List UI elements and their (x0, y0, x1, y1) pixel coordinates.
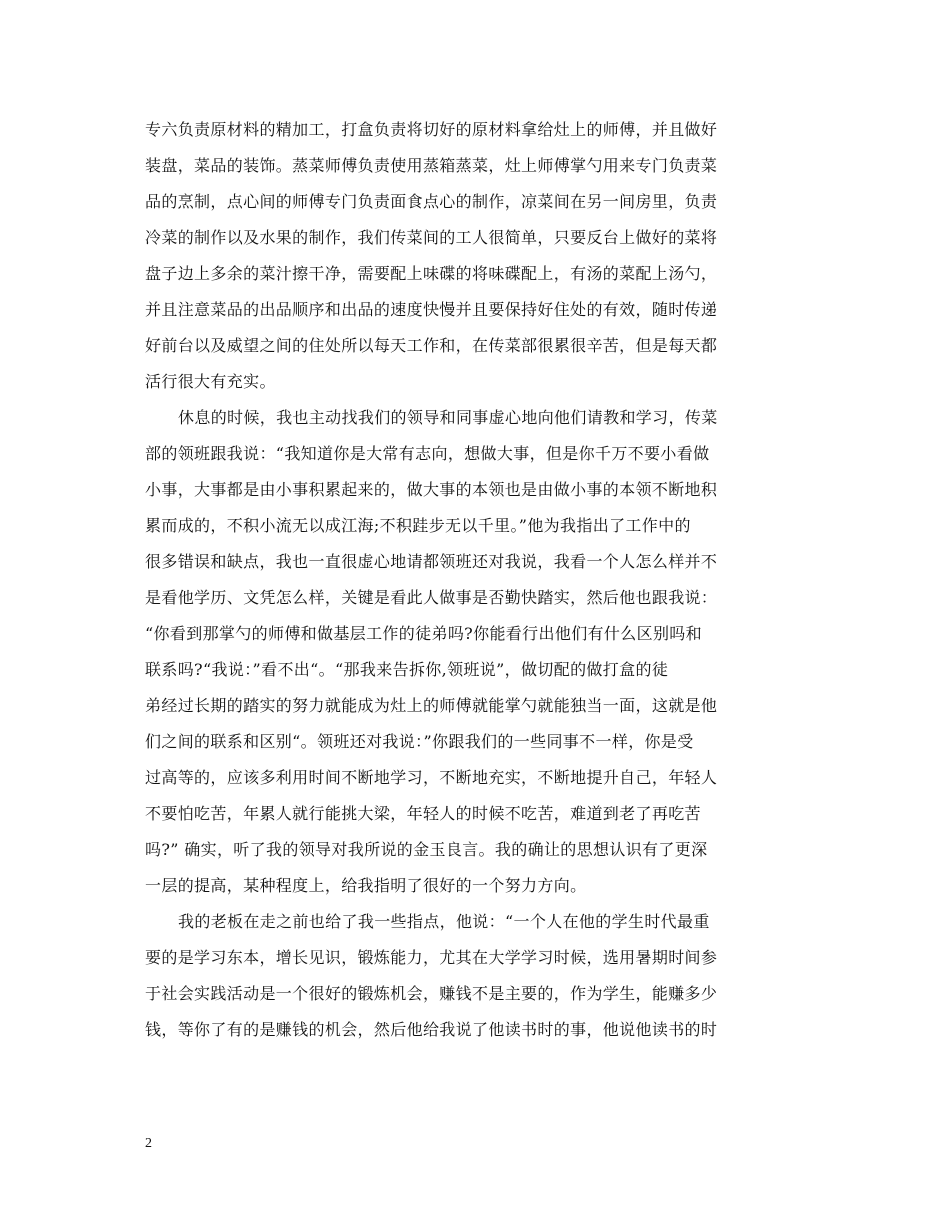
text-line: 专六负责原材料的精加工，打盒负责将切好的原材料拿给灶上的师傅，并且做好 (145, 120, 718, 139)
text-line: 们之间的联系和区别“。领班还对我说：”你跟我们的一些同事不一样，你是受 (145, 732, 694, 751)
text-line: 休息的时候，我也主动找我们的领导和同事虚心地向他们请教和学习，传菜 (178, 408, 718, 427)
text-line: 活行很大有充实。 (145, 372, 276, 391)
text-line: 累而成的，不积小流无以成江海;不积跬步无以千里。”他为我指出了工作中的 (145, 516, 691, 535)
paragraph-1 (145, 112, 805, 400)
text-line: “你看到那掌勺的师傅和做基层工作的徒弟吗?你能看行出他们有什么区别吗和 (145, 624, 703, 643)
text-line: 过高等的，应该多利用时间不断地学习，不断地充实，不断地提升自己，年轻人 (145, 768, 718, 787)
text-line: 装盘，菜品的装饰。蒸菜师傅负责使用蒸箱蒸菜，灶上师傅掌勺用来专门负责菜 (145, 156, 718, 175)
text-line: 品的烹制，点心间的师傅专门负责面食点心的制作，凉菜间在另一间房里，负责 (145, 192, 718, 211)
text-line: 于社会实践活动是一个很好的锻炼机会，赚钱不是主要的，作为学生，能赚多少 (145, 984, 718, 1003)
text-line: 是看他学历、文凭怎么样，关键是看此人做事是否勤快踏实，然后他也跟我说： (145, 588, 718, 607)
document-body (145, 112, 805, 1048)
text-line: 我的老板在走之前也给了我一些指点，他说：“一个人在他的学生时代最重 (178, 912, 710, 931)
text-line: 吗?” 确实，听了我的领导对我所说的金玉良言。我的确让的思想认识有了更深 (145, 840, 708, 859)
page-number: 2 (145, 1136, 152, 1151)
text-line: 并且注意菜品的出品顺序和出品的速度快慢并且要保持好住处的有效，随时传递 (145, 300, 718, 319)
text-line: 弟经过长期的踏实的努力就能成为灶上的师傅就能掌勺就能独当一面，这就是他 (145, 696, 718, 715)
text-line: 一层的提高，某种程度上，给我指明了很好的一个努力方向。 (145, 876, 587, 895)
text-line: 盘子边上多余的菜汁擦干净，需要配上味碟的将味碟配上，有汤的菜配上汤勺， (145, 264, 718, 283)
paragraph-2 (145, 400, 805, 904)
text-line: 要的是学习东本，增长见识，锻炼能力，尤其在大学学习时候，选用暑期时间参 (145, 948, 718, 967)
text-line: 部的领班跟我说：“我知道你是大常有志向，想做大事，但是你千万不要小看做 (145, 444, 710, 463)
text-line: 不要怕吃苦，年累人就行能挑大梁，年轻人的时候不吃苦，难道到老了再吃苦 (145, 804, 701, 823)
paragraph-3 (145, 904, 805, 1048)
text-line: 冷菜的制作以及水果的制作，我们传菜间的工人很简单，只要反台上做好的菜将 (145, 228, 718, 247)
text-line: 联系吗?“我说：”看不出“。“那我来告拆你,领班说”，做切配的做打盒的徒 (145, 660, 669, 679)
text-line: 好前台以及威望之间的住处所以每天工作和，在传菜部很累很辛苦，但是每天都 (145, 336, 718, 355)
text-line: 小事，大事都是由小事积累起来的，做大事的本领也是由做小事的本领不断地积 (145, 480, 718, 499)
text-line: 钱，等你了有的是赚钱的机会，然后他给我说了他读书时的事，他说他读书的时 (145, 1020, 718, 1039)
text-line: 很多错误和缺点，我也一直很虚心地请都领班还对我说，我看一个人怎么样并不 (145, 552, 718, 571)
